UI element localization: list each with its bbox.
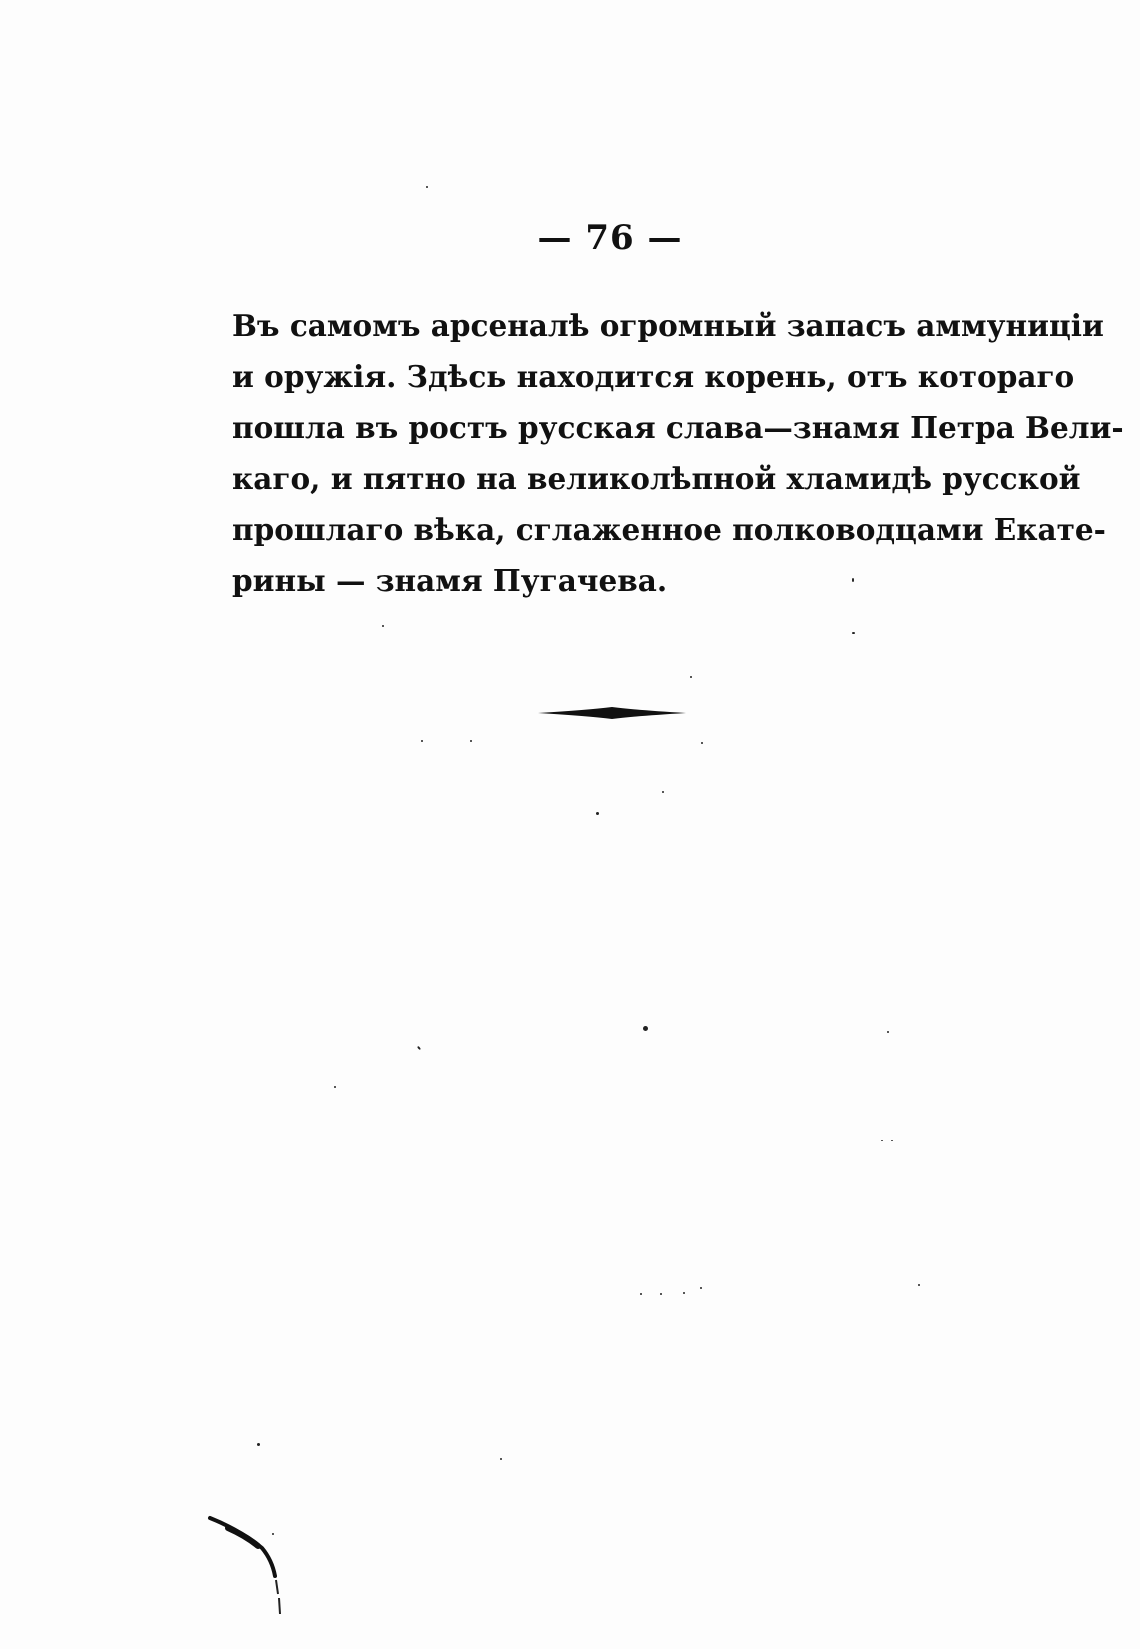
scan-speck <box>257 1443 260 1446</box>
scan-speck <box>887 1031 889 1033</box>
scan-speck <box>690 676 692 678</box>
scan-speck <box>918 1284 920 1286</box>
text-line: Въ самомъ арсеналѣ огромный запасъ аммуниціи <box>232 308 1104 343</box>
scan-speck <box>700 1287 702 1289</box>
scan-speck <box>881 1140 883 1141</box>
scan-artifact-stroke <box>200 1510 290 1620</box>
scan-speck <box>421 740 423 742</box>
scan-speck <box>470 740 472 742</box>
scan-speck <box>334 1086 336 1088</box>
text-line: каго, и пятно на великолѣпной хламидѣ русской <box>232 461 1081 496</box>
scan-speck <box>701 742 703 744</box>
page-number: — 76 — <box>537 218 683 258</box>
scan-speck <box>852 632 855 634</box>
text-line: и оружія. Здѣсь находится корень, отъ котораго <box>232 359 1075 394</box>
scan-speck <box>662 791 664 793</box>
scan-speck <box>426 186 428 188</box>
scan-speck <box>683 1292 685 1294</box>
text-line: прошлаго вѣка, сглаженное полководцами Екате- <box>232 512 1106 547</box>
scan-speck <box>660 1293 662 1295</box>
scan-speck <box>891 1140 893 1141</box>
body-paragraph <box>232 300 1124 606</box>
scan-speck <box>596 812 599 815</box>
text-line: рины — знамя Пугачева. <box>232 563 668 598</box>
text-line: пошла въ ростъ русская слава—знамя Петра Вели- <box>232 410 1124 445</box>
scan-speck <box>852 578 854 582</box>
scan-speck <box>500 1458 502 1460</box>
scan-speck <box>417 1046 421 1050</box>
scan-speck <box>382 625 384 627</box>
scan-speck <box>640 1293 642 1295</box>
scan-speck <box>643 1026 648 1031</box>
ornament-divider <box>538 706 686 720</box>
